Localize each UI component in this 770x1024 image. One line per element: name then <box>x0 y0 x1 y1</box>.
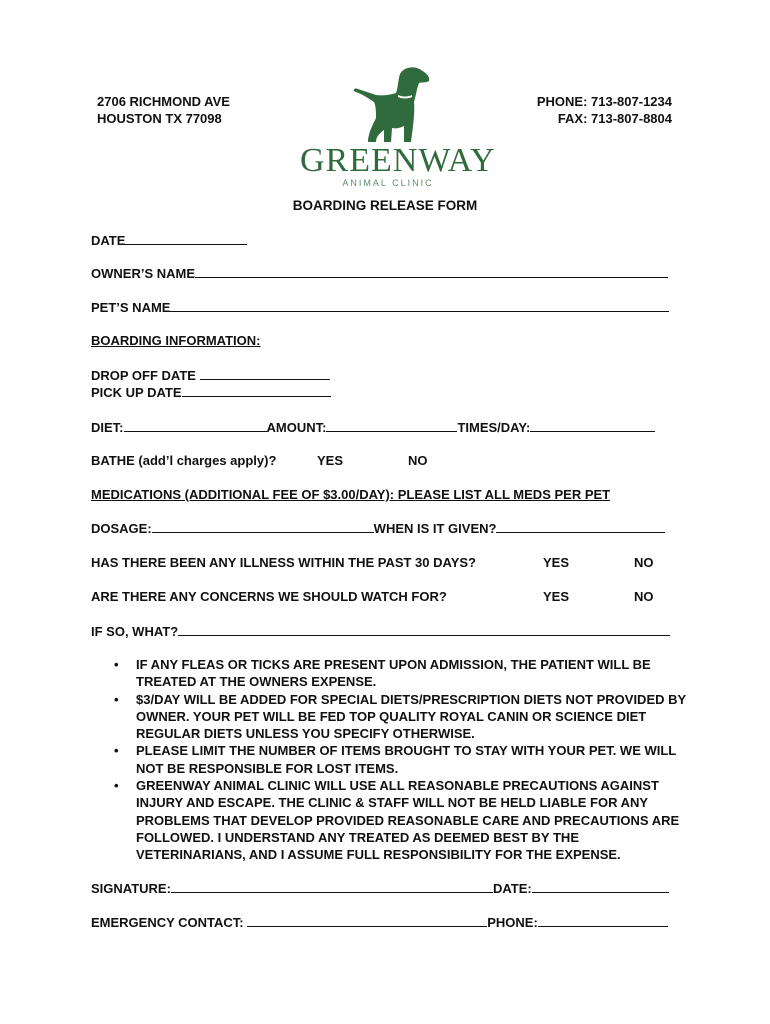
bathe-no-option[interactable]: NO <box>408 453 428 468</box>
amount-field[interactable] <box>326 419 457 432</box>
list-item: • GREENWAY ANIMAL CLINIC WILL USE ALL REASONABLE PRECAUTIONS AGAINST INJURY AND ESCAPE. THE CLINIC & STAFF WILL NOT BE HELD LIABLE FOR ANY PROBLEMS THAT DEVELOP PROVIDED REASONABLE CARE AND PRECAUTIONS ARE FOLLOWED. I UNDERSTAND ANY TREATED AS DEEMED BEST BY THE VETERINARIANS, AND I ASSUME FULL RESPONSIBILITY FOR THE EXPENSE. <box>114 778 680 863</box>
owner-row <box>91 265 668 282</box>
list-item: • IF ANY FLEAS OR TICKS ARE PRESENT UPON ADMISSION, THE PATIENT WILL BE TREATED AT THE OWNERS EXPENSE. <box>114 657 651 690</box>
pet-row <box>91 299 669 316</box>
dosage-field[interactable] <box>152 520 374 533</box>
medications-heading: MEDICATIONS (ADDITIONAL FEE OF $3.00/DAY): PLEASE LIST ALL MEDS PER PET <box>91 487 611 502</box>
emergency-contact-label: EMERGENCY CONTACT: <box>91 915 248 930</box>
concerns-no-option[interactable]: NO <box>634 589 654 604</box>
owner-name-field[interactable] <box>195 265 668 278</box>
clinic-phone: PHONE: 713-807-1234 <box>536 94 672 109</box>
diet-label: DIET: <box>91 420 124 435</box>
clinic-logo <box>300 62 496 192</box>
pickup-date-label: PICK UP DATE <box>91 385 182 400</box>
signature-field[interactable] <box>171 880 493 893</box>
pet-name-label: PET’S NAME <box>91 300 171 315</box>
date-row <box>91 232 247 249</box>
date-field[interactable] <box>125 232 247 245</box>
list-item: • $3/DAY WILL BE ADDED FOR SPECIAL DIETS/PRESCRIPTION DIETS NOT PROVIDED BY OWNER. YOUR PET WILL BE FED TOP QUALITY ROYAL CANIN OR SCIENCE DIET REGULAR DIETS UNLESS YOU SPECIFY OTHERWISE. <box>114 691 686 742</box>
diet-field[interactable] <box>124 419 267 432</box>
signature-row <box>91 880 669 897</box>
bullet-icon: • <box>114 691 119 707</box>
when-given-field[interactable] <box>496 520 665 533</box>
illness-question: HAS THERE BEEN ANY ILLNESS WITHIN THE PAST 30 DAYS? <box>91 555 476 570</box>
illness-yes-option[interactable]: YES <box>543 555 570 570</box>
emergency-phone-field[interactable] <box>538 914 668 927</box>
bullet-icon: • <box>114 743 119 759</box>
concerns-question: ARE THERE ANY CONCERNS WE SHOULD WATCH FOR? <box>91 589 447 604</box>
clinic-address-line2: HOUSTON TX 77098 <box>97 111 222 126</box>
dropoff-date-field[interactable] <box>200 367 330 380</box>
dropoff-row <box>91 367 330 384</box>
form-title: BOARDING RELEASE FORM <box>292 198 478 213</box>
logo-subtitle: ANIMAL CLINIC <box>342 178 434 188</box>
bathe-label: BATHE (add’l charges apply)? <box>91 453 277 468</box>
emergency-contact-field[interactable] <box>247 914 487 927</box>
illness-no-option[interactable]: NO <box>634 555 654 570</box>
bullet-icon: • <box>114 657 119 672</box>
if-so-field[interactable] <box>178 623 670 636</box>
emergency-phone-label: PHONE: <box>487 915 538 930</box>
bullet-icon: • <box>114 778 119 794</box>
policy-list <box>91 656 691 864</box>
pickup-row <box>91 384 331 401</box>
clinic-fax: FAX: 713-807-8804 <box>557 111 672 126</box>
emergency-row <box>91 914 668 931</box>
concerns-yes-option[interactable]: YES <box>543 589 570 604</box>
pickup-date-field[interactable] <box>182 384 331 397</box>
bathe-row <box>91 453 276 469</box>
owner-name-label: OWNER’S NAME <box>91 266 195 281</box>
dog-silhouette-icon <box>300 62 480 146</box>
when-given-label: WHEN IS IT GIVEN? <box>373 521 497 536</box>
boarding-info-heading: BOARDING INFORMATION: <box>91 333 261 348</box>
signature-date-field[interactable] <box>532 880 669 893</box>
dosage-label: DOSAGE: <box>91 521 152 536</box>
date-label: DATE <box>91 233 126 248</box>
signature-date-label: DATE: <box>492 881 532 896</box>
clinic-address-line1: 2706 RICHMOND AVE <box>97 94 230 109</box>
dosage-row <box>91 520 665 537</box>
logo-name: GREENWAY <box>300 142 496 179</box>
if-so-label: IF SO, WHAT? <box>91 624 179 639</box>
dropoff-date-label: DROP OFF DATE <box>91 368 196 383</box>
diet-row <box>91 419 655 436</box>
times-per-day-label: TIMES/DAY: <box>457 420 531 435</box>
bathe-yes-option[interactable]: YES <box>317 453 344 468</box>
signature-label: SIGNATURE: <box>91 881 171 896</box>
pet-name-field[interactable] <box>170 299 669 312</box>
amount-label: AMOUNT: <box>266 420 327 435</box>
list-item: • PLEASE LIMIT THE NUMBER OF ITEMS BROUGHT TO STAY WITH YOUR PET. WE WILL NOT BE RESPONSIBLE FOR LOST ITEMS. <box>114 743 677 776</box>
times-per-day-field[interactable] <box>530 419 655 432</box>
if-so-row <box>91 623 670 640</box>
